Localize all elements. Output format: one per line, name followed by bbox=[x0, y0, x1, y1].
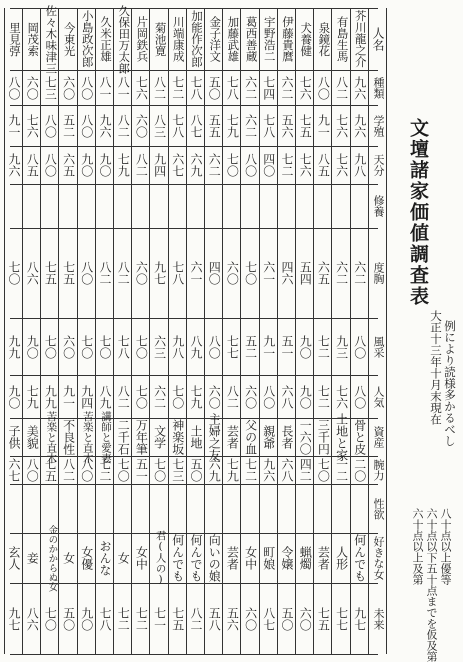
table-cell: 七五 bbox=[43, 458, 58, 482]
table-cell: 八二 bbox=[225, 384, 240, 409]
table-cell: 六〇 bbox=[25, 75, 40, 100]
table-cell: 四〇 bbox=[261, 153, 276, 177]
table-cell: 七〇 bbox=[134, 384, 149, 409]
grid-col-line bbox=[149, 8, 150, 654]
person-name: 岡茂索 bbox=[26, 21, 41, 57]
table-cell: 七三 bbox=[43, 75, 58, 100]
table-cell: 九六 bbox=[352, 75, 367, 100]
header-field: 天分 bbox=[371, 154, 385, 176]
header-field: 人気 bbox=[371, 385, 385, 408]
table-cell: 六〇 bbox=[225, 261, 240, 285]
table-cell: 九一 bbox=[61, 384, 76, 409]
grid-col-line bbox=[277, 8, 278, 654]
table-cell: 八〇 bbox=[79, 75, 94, 100]
table-cell: 八〇 bbox=[261, 384, 276, 409]
grid-row-line bbox=[10, 654, 378, 655]
header-field: 性欲 bbox=[371, 497, 385, 520]
table-cell: 八〇 bbox=[6, 75, 21, 100]
table-cell: 神楽坂 bbox=[170, 419, 185, 455]
grid-col-line bbox=[295, 8, 296, 654]
person-name: 加能作次郎 bbox=[189, 10, 204, 68]
table-cell: 六九 bbox=[207, 458, 222, 482]
grid-row-line bbox=[10, 484, 378, 485]
table-cell: 君(人の) bbox=[154, 530, 167, 586]
table-cell: 六一 bbox=[261, 261, 276, 285]
table-cell: 女 bbox=[61, 552, 76, 564]
table-cell: 八二 bbox=[334, 75, 349, 100]
table-cell: 七一 bbox=[152, 606, 167, 631]
grid-col-line bbox=[4, 8, 5, 654]
table-cell: 玄人 bbox=[6, 546, 21, 570]
table-cell: 八二 bbox=[116, 113, 131, 138]
table-cell: 七〇 bbox=[43, 334, 58, 359]
table-cell: 七五 bbox=[170, 606, 185, 631]
table-cell: 芸者 bbox=[225, 546, 240, 570]
table-cell: 父の血 bbox=[243, 419, 258, 455]
table-cell: 女中 bbox=[243, 546, 258, 570]
table-cell: 女優 bbox=[79, 546, 94, 570]
table-cell: 九四 bbox=[79, 384, 94, 409]
grid-row-line bbox=[10, 184, 378, 185]
table-cell: 六〇 bbox=[207, 384, 222, 409]
table-cell: 八七 bbox=[261, 606, 276, 631]
table-cell: 六七 bbox=[6, 458, 21, 482]
person-name: 川端康成 bbox=[171, 16, 186, 62]
table-cell: 七五 bbox=[298, 113, 313, 138]
table-cell: 九〇 bbox=[298, 384, 313, 409]
grid-col-line bbox=[40, 8, 41, 654]
grid-col-line bbox=[259, 8, 260, 654]
table-cell: 九一 bbox=[6, 113, 21, 138]
person-name: 今東光 bbox=[62, 21, 77, 57]
table-cell: 七〇 bbox=[243, 261, 258, 285]
table-cell: 八二 bbox=[152, 75, 167, 100]
table-cell: 四〇 bbox=[207, 261, 222, 285]
table-cell: 九〇 bbox=[298, 334, 313, 359]
table-cell: 九〇 bbox=[79, 606, 94, 631]
table-cell: 九〇 bbox=[97, 153, 112, 177]
header-field: 種類 bbox=[371, 76, 385, 99]
table-cell: 金のかからぬ女 bbox=[46, 524, 58, 592]
person-name: 伊藤貴麿 bbox=[280, 16, 295, 62]
table-cell: 九〇 bbox=[79, 153, 94, 177]
table-cell: 七二 bbox=[116, 606, 131, 631]
grid-col-line bbox=[368, 8, 369, 654]
table-cell: 六八 bbox=[279, 384, 294, 409]
table-cell: 九六 bbox=[352, 113, 367, 138]
table-cell: 文学 bbox=[152, 425, 167, 449]
grid-col-line bbox=[186, 8, 187, 654]
header-field: 好きな女 bbox=[371, 536, 385, 580]
grid-row-line bbox=[10, 70, 378, 71]
table-cell: 六二 bbox=[279, 75, 294, 100]
table-cell: 六一 bbox=[188, 261, 203, 285]
reading-note: 例により読様多かるべし bbox=[443, 320, 457, 447]
table-cell: 七六 bbox=[334, 153, 349, 177]
table-cell: 何んでも bbox=[352, 534, 367, 582]
table-cell: 子供 bbox=[6, 425, 21, 449]
table-cell: 九八 bbox=[170, 334, 185, 359]
grid-row-line bbox=[10, 583, 378, 584]
table-cell: 七〇 bbox=[116, 458, 131, 482]
table-cell: 五〇 bbox=[207, 75, 222, 100]
table-cell: 骨と皮 bbox=[352, 419, 367, 455]
table-cell: 七〇 bbox=[43, 606, 58, 631]
table-cell: 親爺 bbox=[261, 425, 276, 449]
table-cell: 一六〇 bbox=[298, 419, 313, 455]
table-cell: 七八 bbox=[97, 606, 112, 631]
table-cell: 九七 bbox=[352, 606, 367, 631]
table-cell: 九六 bbox=[261, 458, 276, 482]
table-cell: 蝋燭 bbox=[298, 546, 313, 570]
table-cell: 七七 bbox=[334, 606, 349, 631]
table-cell: 六二 bbox=[152, 384, 167, 409]
table-cell: 七五 bbox=[61, 261, 76, 285]
grid-col-line bbox=[350, 8, 351, 654]
page-title: 文壇諸家価値調査表 bbox=[407, 118, 429, 307]
table-cell: 三千円 bbox=[316, 419, 331, 455]
table-cell: 五〇 bbox=[61, 606, 76, 631]
table-cell: 六二 bbox=[352, 261, 367, 285]
grid-row-line bbox=[10, 456, 378, 457]
table-cell: 美貌 bbox=[25, 425, 40, 449]
table-cell: 七六 bbox=[134, 75, 149, 100]
person-name: 片岡鉄兵 bbox=[135, 16, 150, 62]
person-name: 久保田万太郎 bbox=[117, 4, 132, 74]
table-cell: 七八 bbox=[188, 75, 203, 100]
table-cell: 五五 bbox=[207, 113, 222, 138]
table-cell: 五八 bbox=[207, 606, 222, 631]
table-cell: 八六 bbox=[25, 606, 40, 631]
table-cell: 七〇 bbox=[134, 334, 149, 359]
table-cell: 七六 bbox=[298, 75, 313, 100]
table-cell: 六〇 bbox=[298, 606, 313, 631]
table-cell: 九三 bbox=[334, 334, 349, 359]
table-cell: 七〇 bbox=[6, 261, 21, 285]
table-cell: 何んでも bbox=[170, 534, 185, 582]
table-cell: 八二 bbox=[134, 153, 149, 177]
table-cell: 七五 bbox=[43, 261, 58, 285]
table-cell: 万年筆 bbox=[134, 419, 149, 455]
table-cell: 七五 bbox=[316, 606, 331, 631]
grid-col-line bbox=[313, 8, 314, 654]
legend-excellent: 八十点以上優等 bbox=[439, 508, 452, 585]
person-name: 佐々木味津三 bbox=[44, 4, 59, 74]
table-cell: 八二 bbox=[188, 606, 203, 631]
table-cell: 五一 bbox=[279, 334, 294, 359]
person-name: 芥川龍之介 bbox=[353, 10, 368, 68]
grid-row-line bbox=[10, 228, 378, 229]
table-cell: 七九 bbox=[116, 153, 131, 177]
table-cell: 七六 bbox=[334, 113, 349, 138]
table-cell: 五一 bbox=[134, 458, 149, 482]
table-cell: 六二 bbox=[334, 261, 349, 285]
table-cell: 六二 bbox=[243, 75, 258, 100]
table-cell: おんな bbox=[97, 540, 112, 576]
grid-col-line bbox=[77, 8, 78, 654]
person-name: 犬養健 bbox=[299, 21, 314, 57]
table-cell: 八一 bbox=[97, 75, 112, 100]
grid-col-line bbox=[168, 8, 169, 654]
table-cell: 九九 bbox=[6, 334, 21, 359]
table-cell: 七七 bbox=[225, 334, 240, 359]
table-cell: 八〇 bbox=[25, 458, 40, 482]
table-cell: 六二 bbox=[207, 153, 222, 177]
table-cell: 五〇 bbox=[188, 458, 203, 482]
table-cell: 二〇 bbox=[352, 458, 367, 482]
person-name: 小島政次郎 bbox=[80, 10, 95, 68]
table-cell: 七九 bbox=[188, 384, 203, 409]
table-cell: 八〇 bbox=[79, 113, 94, 138]
table-cell: 七八 bbox=[116, 334, 131, 359]
table-cell: 七六 bbox=[334, 384, 349, 409]
table-cell: 芸者 bbox=[225, 425, 240, 449]
table-cell: 七二 bbox=[170, 75, 185, 100]
table-cell: 六〇 bbox=[243, 606, 258, 631]
table-cell: 八三 bbox=[152, 113, 167, 138]
table-cell: 七二 bbox=[279, 153, 294, 177]
table-cell: 五六 bbox=[225, 606, 240, 631]
table-cell: 七九 bbox=[25, 384, 40, 409]
table-cell: 八九 bbox=[97, 384, 112, 409]
grid-col-line bbox=[222, 8, 223, 654]
grid-col-line bbox=[204, 8, 205, 654]
table-cell: 七二 bbox=[243, 458, 258, 482]
table-cell: 九一 bbox=[261, 334, 276, 359]
grid-row-line bbox=[10, 8, 378, 9]
table-cell: 苦楽と直木 bbox=[81, 410, 94, 464]
grid-col-line bbox=[131, 8, 132, 654]
table-cell: 女中 bbox=[134, 546, 149, 570]
table-cell: 九〇 bbox=[25, 334, 40, 359]
table-cell: 八〇 bbox=[316, 75, 331, 100]
table-cell: 二千石 bbox=[116, 419, 131, 455]
table-cell: 九七 bbox=[6, 606, 21, 631]
grid-col-line bbox=[113, 8, 114, 654]
table-cell: 四六 bbox=[279, 261, 294, 285]
header-field: 学殖 bbox=[371, 114, 385, 137]
table-cell: 七三 bbox=[170, 458, 185, 482]
table-cell: 九四 bbox=[152, 153, 167, 177]
grid-col-line bbox=[386, 8, 387, 654]
grid-col-line bbox=[240, 8, 241, 654]
table-cell: 六〇 bbox=[61, 334, 76, 359]
table-cell: 七二 bbox=[97, 458, 112, 482]
date-note: 大正十三年十月末現在 bbox=[429, 310, 443, 425]
table-cell: 女 bbox=[116, 552, 131, 564]
table-cell: 六〇 bbox=[243, 384, 258, 409]
table-cell: 六七 bbox=[170, 153, 185, 177]
table-cell: 八九 bbox=[188, 334, 203, 359]
grid-row-line bbox=[10, 318, 378, 319]
person-name: 金子洋文 bbox=[208, 16, 223, 62]
table-cell: 八〇 bbox=[207, 334, 222, 359]
table-cell: 八〇 bbox=[243, 153, 258, 177]
table-cell: 八二 bbox=[116, 384, 131, 409]
grid-col-line bbox=[58, 8, 59, 654]
table-cell: 七八 bbox=[170, 261, 185, 285]
table-cell: 土地と家 bbox=[334, 413, 349, 461]
table-cell: 七六 bbox=[298, 153, 313, 177]
table-cell: 九九 bbox=[43, 384, 58, 409]
table-cell: 六八 bbox=[279, 458, 294, 482]
table-cell: 七〇 bbox=[152, 458, 167, 482]
legend-provisional: 六十点以下五十点までを仮及第 bbox=[425, 508, 438, 662]
table-cell: 町娘 bbox=[261, 546, 276, 570]
header-field: 修養 bbox=[371, 195, 385, 217]
table-cell: 六三 bbox=[152, 334, 167, 359]
person-name: 菊池寛 bbox=[153, 21, 168, 57]
table-cell: 九〇 bbox=[6, 384, 21, 409]
table-cell: 八〇 bbox=[43, 153, 58, 177]
table-cell: 八五 bbox=[25, 153, 40, 177]
table-cell: 五六 bbox=[279, 113, 294, 138]
table-cell: 主婦之友 bbox=[207, 413, 222, 461]
table-cell: 八二 bbox=[116, 261, 131, 285]
person-name: 里見弴 bbox=[7, 21, 22, 57]
table-cell: 八〇 bbox=[352, 384, 367, 409]
table-cell: 七〇 bbox=[79, 334, 94, 359]
table-cell: 七九 bbox=[225, 458, 240, 482]
table-cell: 七二 bbox=[316, 384, 331, 409]
table-cell: 向いの娘 bbox=[207, 534, 222, 582]
table-cell: 八五 bbox=[316, 153, 331, 177]
person-name: 宇野浩二 bbox=[262, 16, 277, 62]
table-cell: 五二 bbox=[61, 113, 76, 138]
table-cell: 九六 bbox=[6, 153, 21, 177]
table-cell: 九七 bbox=[152, 261, 167, 285]
table-cell: 土地 bbox=[188, 425, 203, 449]
header-field: 度胸 bbox=[371, 262, 385, 284]
table-cell: 六〇 bbox=[134, 261, 149, 285]
table-cell: 七〇 bbox=[170, 384, 185, 409]
table-cell: 苦楽と直木 bbox=[45, 410, 58, 464]
table-cell: 七八 bbox=[170, 113, 185, 138]
table-cell: 七四 bbox=[261, 75, 276, 100]
person-name: 加藤武雄 bbox=[226, 16, 241, 62]
legend-passing: 六十点以上及第 bbox=[411, 508, 424, 585]
table-cell: 令嬢 bbox=[279, 546, 294, 570]
table-cell: 七二 bbox=[134, 606, 149, 631]
table-cell: 八二 bbox=[97, 261, 112, 285]
table-cell: 七〇 bbox=[316, 458, 331, 482]
table-cell: 八〇 bbox=[352, 334, 367, 359]
table-cell: 四二 bbox=[298, 458, 313, 482]
table-cell: 講師と愛妻 bbox=[99, 410, 112, 464]
table-cell: 八〇 bbox=[79, 458, 94, 482]
table-cell: 七八 bbox=[261, 113, 276, 138]
table-cell: 五〇 bbox=[279, 606, 294, 631]
table-cell: 七九 bbox=[225, 113, 240, 138]
person-name: 有島生馬 bbox=[335, 16, 350, 62]
table-cell: 芸者 bbox=[316, 546, 331, 570]
grid-row-line bbox=[10, 105, 378, 106]
table-cell: 六九 bbox=[188, 153, 203, 177]
table-cell: 九一 bbox=[316, 113, 331, 138]
table-cell: 八〇 bbox=[79, 261, 94, 285]
person-name: 久米正雄 bbox=[98, 16, 113, 62]
header-field: 風采 bbox=[371, 335, 385, 358]
header-field: 腕力 bbox=[371, 459, 385, 481]
table-cell: 六二 bbox=[243, 113, 258, 138]
table-cell: 九六 bbox=[97, 113, 112, 138]
header-name: 人名 bbox=[370, 27, 385, 51]
table-cell: 何んでも bbox=[188, 534, 203, 582]
table-cell: 七二 bbox=[316, 334, 331, 359]
table-cell: 妾 bbox=[25, 552, 40, 564]
table-cell: 不良性 bbox=[61, 419, 76, 455]
table-cell: 六五 bbox=[61, 153, 76, 177]
header-field: 未来 bbox=[371, 607, 385, 630]
table-cell: 七〇 bbox=[97, 334, 112, 359]
table-cell: 六五 bbox=[316, 261, 331, 285]
table-cell: 六〇 bbox=[61, 75, 76, 100]
table-cell: 八〇 bbox=[43, 113, 58, 138]
grid-col-line bbox=[22, 8, 23, 654]
person-name: 泉鏡花 bbox=[317, 21, 332, 57]
person-name: 葛西善蔵 bbox=[244, 16, 259, 62]
table-cell: 長者 bbox=[279, 425, 294, 449]
header-field: 資産 bbox=[371, 426, 385, 448]
table-cell: 九八 bbox=[352, 153, 367, 177]
table-cell: 五二 bbox=[243, 334, 258, 359]
table-cell: 八一 bbox=[116, 75, 131, 100]
table-cell: 七八 bbox=[225, 75, 240, 100]
table-cell: 七〇 bbox=[225, 153, 240, 177]
grid-col-line bbox=[95, 8, 96, 654]
table-cell: 八二 bbox=[61, 458, 76, 482]
grid-row-line bbox=[10, 375, 378, 376]
table-cell: 六〇 bbox=[134, 113, 149, 138]
table-cell: 八七 bbox=[188, 113, 203, 138]
table-cell: 七六 bbox=[25, 113, 40, 138]
grid-row-line bbox=[10, 146, 378, 147]
grid-col-line bbox=[331, 8, 332, 654]
table-cell: 八六 bbox=[25, 261, 40, 285]
table-cell: 一二 bbox=[334, 458, 349, 482]
table-cell: 人形 bbox=[334, 546, 349, 570]
table-cell: 五四 bbox=[298, 261, 313, 285]
